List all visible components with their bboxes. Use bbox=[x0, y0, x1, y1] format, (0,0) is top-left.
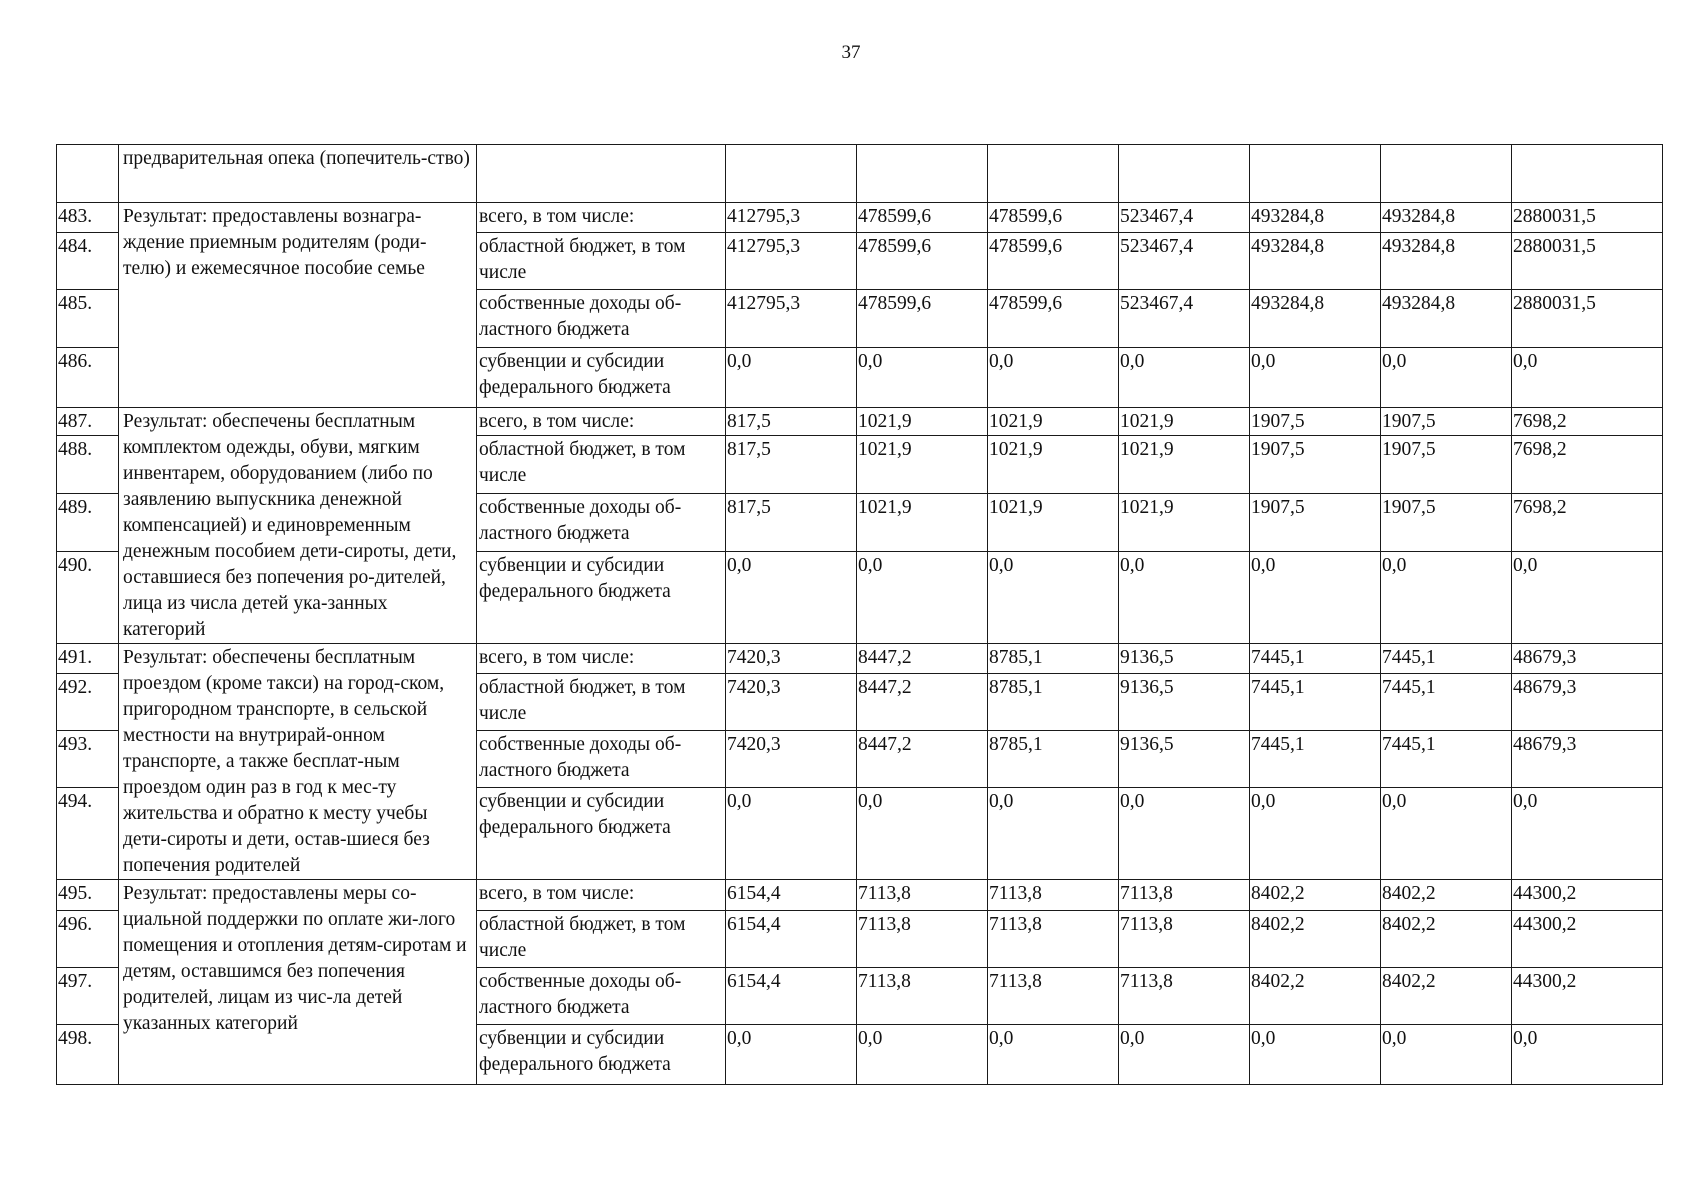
row-number: 483. bbox=[57, 203, 119, 233]
value-cell bbox=[857, 145, 988, 203]
row-number: 498. bbox=[57, 1025, 119, 1085]
amount-cell: 1021,9 bbox=[988, 408, 1119, 436]
amount-cell: 478599,6 bbox=[988, 233, 1119, 290]
amount-cell: 2880031,5 bbox=[1512, 290, 1663, 348]
amount-cell: 0,0 bbox=[988, 788, 1119, 880]
value-cell bbox=[1381, 145, 1512, 203]
amount-cell: 7113,8 bbox=[988, 968, 1119, 1025]
amount-cell: 1907,5 bbox=[1381, 408, 1512, 436]
amount-cell: 7445,1 bbox=[1250, 644, 1381, 674]
row-number: 495. bbox=[57, 880, 119, 911]
funding-source: всего, в том числе: bbox=[477, 203, 726, 233]
amount-cell: 8402,2 bbox=[1250, 968, 1381, 1025]
row-number: 486. bbox=[57, 348, 119, 408]
amount-cell: 9136,5 bbox=[1119, 644, 1250, 674]
amount-cell: 0,0 bbox=[988, 1025, 1119, 1085]
amount-cell: 0,0 bbox=[1250, 551, 1381, 643]
value-cell bbox=[1250, 145, 1381, 203]
amount-cell: 1907,5 bbox=[1381, 436, 1512, 494]
amount-cell: 0,0 bbox=[1512, 1025, 1663, 1085]
amount-cell: 8447,2 bbox=[857, 644, 988, 674]
funding-source: субвенции и субсидии федерального бюджета bbox=[477, 348, 726, 408]
amount-cell: 44300,2 bbox=[1512, 968, 1663, 1025]
amount-cell: 2880031,5 bbox=[1512, 233, 1663, 290]
amount-cell: 6154,4 bbox=[726, 911, 857, 968]
row-number: 494. bbox=[57, 788, 119, 880]
amount-cell: 44300,2 bbox=[1512, 911, 1663, 968]
amount-cell: 0,0 bbox=[1119, 348, 1250, 408]
amount-cell: 1907,5 bbox=[1250, 436, 1381, 494]
amount-cell: 0,0 bbox=[1512, 348, 1663, 408]
amount-cell: 1021,9 bbox=[988, 436, 1119, 494]
amount-cell: 0,0 bbox=[857, 551, 988, 643]
row-number: 489. bbox=[57, 494, 119, 551]
funding-source: собственные доходы об-ластного бюджета bbox=[477, 968, 726, 1025]
amount-cell: 8785,1 bbox=[988, 644, 1119, 674]
row-number: 487. bbox=[57, 408, 119, 436]
funding-source: всего, в том числе: bbox=[477, 408, 726, 436]
amount-cell: 0,0 bbox=[726, 788, 857, 880]
amount-cell: 8447,2 bbox=[857, 674, 988, 731]
table-row bbox=[57, 880, 1663, 911]
amount-cell: 8402,2 bbox=[1250, 880, 1381, 911]
table-row-continuation bbox=[57, 145, 1663, 203]
amount-cell: 7420,3 bbox=[726, 644, 857, 674]
budget-table bbox=[56, 144, 1663, 1085]
amount-cell: 817,5 bbox=[726, 436, 857, 494]
value-cell bbox=[988, 145, 1119, 203]
table-row bbox=[57, 203, 1663, 233]
amount-cell: 493284,8 bbox=[1250, 290, 1381, 348]
row-number: 490. bbox=[57, 551, 119, 643]
funding-source: всего, в том числе: bbox=[477, 644, 726, 674]
amount-cell: 0,0 bbox=[1119, 788, 1250, 880]
amount-cell: 8402,2 bbox=[1381, 968, 1512, 1025]
amount-cell: 8402,2 bbox=[1250, 911, 1381, 968]
amount-cell: 0,0 bbox=[1119, 1025, 1250, 1085]
funding-source: субвенции и субсидии федерального бюджета bbox=[477, 788, 726, 880]
amount-cell: 1907,5 bbox=[1250, 408, 1381, 436]
amount-cell: 1021,9 bbox=[988, 494, 1119, 551]
amount-cell: 7113,8 bbox=[857, 911, 988, 968]
amount-cell: 7698,2 bbox=[1512, 436, 1663, 494]
amount-cell: 8402,2 bbox=[1381, 911, 1512, 968]
amount-cell: 8785,1 bbox=[988, 674, 1119, 731]
amount-cell: 0,0 bbox=[1250, 348, 1381, 408]
amount-cell: 817,5 bbox=[726, 494, 857, 551]
amount-cell: 7698,2 bbox=[1512, 494, 1663, 551]
funding-source: областной бюджет, в том числе bbox=[477, 674, 726, 731]
funding-source: областной бюджет, в том числе bbox=[477, 911, 726, 968]
row-number: 485. bbox=[57, 290, 119, 348]
amount-cell: 7445,1 bbox=[1250, 731, 1381, 788]
amount-cell: 0,0 bbox=[857, 1025, 988, 1085]
amount-cell: 0,0 bbox=[857, 788, 988, 880]
amount-cell: 0,0 bbox=[1250, 788, 1381, 880]
amount-cell: 493284,8 bbox=[1381, 203, 1512, 233]
row-number: 491. bbox=[57, 644, 119, 674]
amount-cell: 7420,3 bbox=[726, 674, 857, 731]
funding-source: областной бюджет, в том числе bbox=[477, 233, 726, 290]
value-cell bbox=[726, 145, 857, 203]
amount-cell: 478599,6 bbox=[988, 290, 1119, 348]
amount-cell: 478599,6 bbox=[857, 290, 988, 348]
row-number: 484. bbox=[57, 233, 119, 290]
amount-cell: 0,0 bbox=[726, 1025, 857, 1085]
amount-cell: 478599,6 bbox=[857, 203, 988, 233]
amount-cell: 0,0 bbox=[988, 348, 1119, 408]
amount-cell: 48679,3 bbox=[1512, 731, 1663, 788]
amount-cell: 1021,9 bbox=[857, 436, 988, 494]
amount-cell: 1021,9 bbox=[1119, 494, 1250, 551]
amount-cell: 0,0 bbox=[1381, 788, 1512, 880]
amount-cell: 0,0 bbox=[857, 348, 988, 408]
amount-cell: 0,0 bbox=[1250, 1025, 1381, 1085]
amount-cell: 1907,5 bbox=[1381, 494, 1512, 551]
amount-cell: 7113,8 bbox=[1119, 911, 1250, 968]
funding-source: областной бюджет, в том числе bbox=[477, 436, 726, 494]
amount-cell: 7698,2 bbox=[1512, 408, 1663, 436]
result-description: Результат: обеспечены бесплатным комплектом одежды, обуви, мягким инвентарем, оборудованием (либо по заявлению выпускника денежной компенсацией) и единовременным денежным пособием дети-сироты, дети, оставшиеся без попечения ро-дителей, лица из числа детей ука-занных категорий bbox=[119, 408, 477, 644]
amount-cell: 6154,4 bbox=[726, 968, 857, 1025]
result-description: предварительная опека (попечитель-ство) bbox=[119, 145, 477, 203]
amount-cell: 8402,2 bbox=[1381, 880, 1512, 911]
row-number: 492. bbox=[57, 674, 119, 731]
amount-cell: 8447,2 bbox=[857, 731, 988, 788]
amount-cell: 1021,9 bbox=[1119, 408, 1250, 436]
amount-cell: 7113,8 bbox=[988, 880, 1119, 911]
result-description: Результат: предоставлены вознагра-ждение приемным родителям (роди-телю) и ежемесячное пособие семье bbox=[119, 203, 477, 408]
amount-cell: 8785,1 bbox=[988, 731, 1119, 788]
amount-cell: 7113,8 bbox=[857, 968, 988, 1025]
amount-cell: 478599,6 bbox=[857, 233, 988, 290]
amount-cell: 493284,8 bbox=[1250, 203, 1381, 233]
amount-cell: 0,0 bbox=[988, 551, 1119, 643]
funding-source: собственные доходы об-ластного бюджета bbox=[477, 731, 726, 788]
amount-cell: 478599,6 bbox=[988, 203, 1119, 233]
amount-cell: 7420,3 bbox=[726, 731, 857, 788]
row-number: 497. bbox=[57, 968, 119, 1025]
table-body bbox=[57, 145, 1663, 1085]
amount-cell: 0,0 bbox=[1119, 551, 1250, 643]
amount-cell: 9136,5 bbox=[1119, 731, 1250, 788]
funding-source: собственные доходы об-ластного бюджета bbox=[477, 494, 726, 551]
amount-cell: 48679,3 bbox=[1512, 674, 1663, 731]
funding-source: субвенции и субсидии федерального бюджета bbox=[477, 1025, 726, 1085]
amount-cell: 0,0 bbox=[726, 551, 857, 643]
amount-cell: 817,5 bbox=[726, 408, 857, 436]
amount-cell: 44300,2 bbox=[1512, 880, 1663, 911]
amount-cell: 0,0 bbox=[1381, 551, 1512, 643]
amount-cell: 412795,3 bbox=[726, 290, 857, 348]
amount-cell: 1907,5 bbox=[1250, 494, 1381, 551]
row-number: 493. bbox=[57, 731, 119, 788]
amount-cell: 523467,4 bbox=[1119, 290, 1250, 348]
table-row bbox=[57, 408, 1663, 436]
value-cell bbox=[1119, 145, 1250, 203]
row-number: 496. bbox=[57, 911, 119, 968]
amount-cell: 1021,9 bbox=[857, 494, 988, 551]
amount-cell: 7445,1 bbox=[1250, 674, 1381, 731]
amount-cell: 7113,8 bbox=[1119, 880, 1250, 911]
funding-source-cell bbox=[477, 145, 726, 203]
amount-cell: 9136,5 bbox=[1119, 674, 1250, 731]
page-number: 37 bbox=[841, 42, 861, 63]
amount-cell: 0,0 bbox=[1512, 551, 1663, 643]
row-number-cell bbox=[57, 145, 119, 203]
amount-cell: 523467,4 bbox=[1119, 203, 1250, 233]
amount-cell: 412795,3 bbox=[726, 233, 857, 290]
amount-cell: 493284,8 bbox=[1381, 233, 1512, 290]
value-cell bbox=[1512, 145, 1663, 203]
amount-cell: 2880031,5 bbox=[1512, 203, 1663, 233]
amount-cell: 7113,8 bbox=[857, 880, 988, 911]
amount-cell: 0,0 bbox=[1512, 788, 1663, 880]
result-description: Результат: предоставлены меры со-циальной поддержки по оплате жи-лого помещения и отопления детям-сиротам и детям, оставшимся без попечения родителей, лицам из чис-ла детей указанных категорий bbox=[119, 880, 477, 1085]
result-description: Результат: обеспечены бесплатным проездом (кроме такси) на город-ском, пригородном транспорте, в сельской местности на внутрирай-онном транспорте, а также бесплат-ным проездом один раз в год к мес-ту жительства и обратно к месту учебы дети-сироты и дети, остав-шиеся без попечения родителей bbox=[119, 644, 477, 880]
amount-cell: 0,0 bbox=[1381, 348, 1512, 408]
amount-cell: 0,0 bbox=[726, 348, 857, 408]
amount-cell: 7113,8 bbox=[1119, 968, 1250, 1025]
amount-cell: 1021,9 bbox=[857, 408, 988, 436]
amount-cell: 523467,4 bbox=[1119, 233, 1250, 290]
funding-source: собственные доходы об-ластного бюджета bbox=[477, 290, 726, 348]
amount-cell: 7113,8 bbox=[988, 911, 1119, 968]
funding-source: субвенции и субсидии федерального бюджета bbox=[477, 551, 726, 643]
row-number: 488. bbox=[57, 436, 119, 494]
amount-cell: 7445,1 bbox=[1381, 674, 1512, 731]
amount-cell: 1021,9 bbox=[1119, 436, 1250, 494]
amount-cell: 7445,1 bbox=[1381, 644, 1512, 674]
amount-cell: 412795,3 bbox=[726, 203, 857, 233]
amount-cell: 493284,8 bbox=[1250, 233, 1381, 290]
table-row bbox=[57, 644, 1663, 674]
amount-cell: 0,0 bbox=[1381, 1025, 1512, 1085]
amount-cell: 6154,4 bbox=[726, 880, 857, 911]
funding-source: всего, в том числе: bbox=[477, 880, 726, 911]
amount-cell: 493284,8 bbox=[1381, 290, 1512, 348]
amount-cell: 7445,1 bbox=[1381, 731, 1512, 788]
amount-cell: 48679,3 bbox=[1512, 644, 1663, 674]
